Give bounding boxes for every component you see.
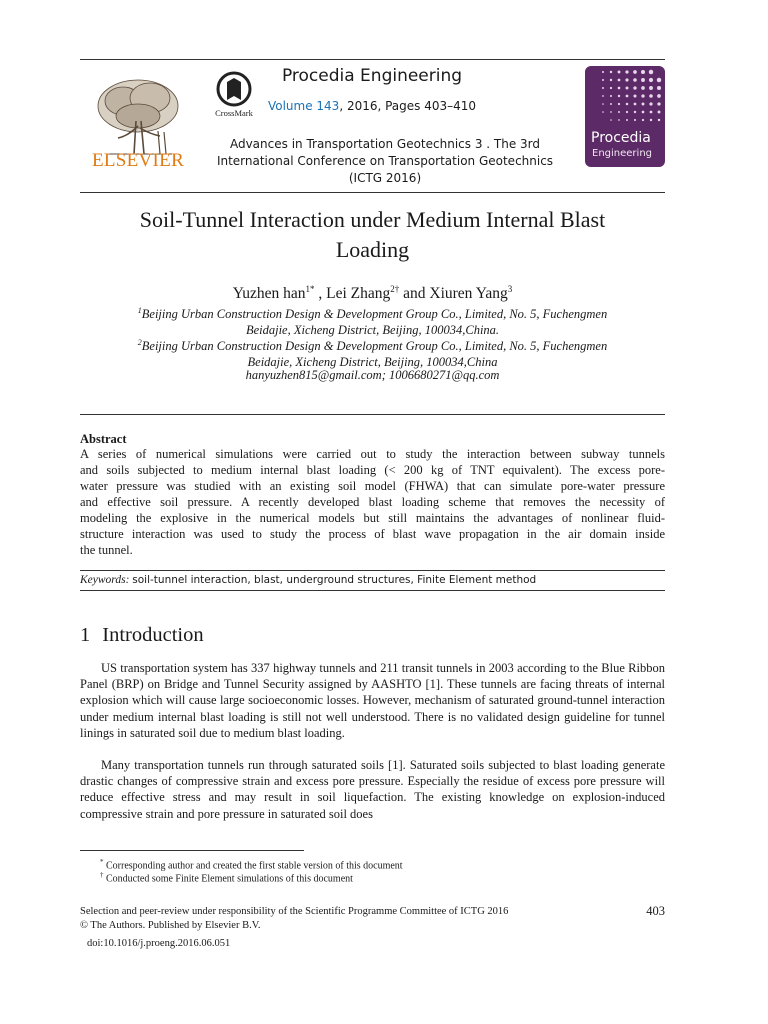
footnote-rule: [80, 850, 304, 851]
intro-paragraph-2: [80, 757, 665, 822]
volume-pages: , 2016, Pages 403–410: [339, 99, 477, 113]
abstract-heading: Abstract: [80, 432, 127, 446]
elsevier-wordmark: ELSEVIER: [91, 150, 185, 171]
abstract-line: A series of numerical simulations were carried out to study the interaction between subway tunnels: [80, 447, 665, 461]
affiliation-2-line-1: Beijing Urban Construction Design & Development Group Co., Limited, No. 5, Fuchengmen: [141, 339, 608, 354]
affiliation-1-line-1: Beijing Urban Construction Design & Development Group Co., Limited, No. 5, Fuchengmen: [141, 307, 608, 322]
footer-review-line: Selection and peer-review under responsibility of the Scientific Programme Committee of ICTG 2016: [80, 906, 509, 917]
cover-title: Procedia: [591, 130, 651, 146]
volume-link[interactable]: Volume 143: [267, 99, 340, 113]
conference-info: [215, 136, 555, 187]
abstract-line: the tunnel.: [80, 543, 133, 557]
conference-line-3: (ICTG 2016): [348, 171, 422, 185]
footer-copyright-line: © The Authors. Published by Elsevier B.V.: [80, 920, 261, 931]
keywords-bottom-rule: [80, 590, 665, 591]
author-2-mark: 2†: [390, 284, 400, 294]
affiliation-1-line-2: Beidajie, Xicheng District, Beijing, 100034,China.: [245, 323, 500, 338]
abstract-line: and effective soil pressure. A recently developed blast loading scheme that removes the necessity of: [80, 495, 665, 509]
affiliation-2-mark: 2: [137, 338, 142, 347]
title-line-2: Loading: [335, 237, 410, 262]
keywords: [80, 574, 665, 586]
dot-pattern-icon: [585, 66, 665, 128]
section-title: Introduction: [102, 624, 204, 646]
footnote-2: [100, 869, 353, 885]
paragraph-text: Many transportation tunnels run through saturated soils [1]. Saturated soils subjected to blast loading generate drastic changes of compressive strain and excess pore pressure. Especially the residue of excess pore pressure will reduce effective stress and may result in soil liquefaction. The existing knowledge on explosion-induced compressive strain and pore pressure in saturated soil does: [80, 758, 665, 821]
author-1-mark: 1*: [305, 284, 315, 294]
abstract-line: water pressure was studied with an existing soil model (FHWA) that can simulate pore-water pressure: [80, 479, 665, 493]
conference-line-1: Advances in Transportation Geotechnics 3 . The 3rd: [229, 137, 541, 151]
author-1: Yuzhen han: [232, 285, 306, 303]
author-3: and Xiuren Yang: [399, 285, 508, 303]
title-line-1: Soil-Tunnel Interaction under Medium Internal Blast: [139, 207, 606, 232]
author-emails[interactable]: hanyuzhen815@gmail.com; 1006680271@qq.com: [245, 368, 500, 382]
footnote-2-text: Conducted some Finite Element simulations of this document: [106, 873, 353, 885]
paper-title: [80, 205, 665, 265]
abstract-top-rule: [80, 414, 665, 415]
procedia-cover-logo[interactable]: [585, 66, 665, 167]
keywords-value: soil-tunnel interaction, blast, underground structures, Finite Element method: [132, 574, 537, 586]
abstract-line: and soils subjected to medium internal blast loading (< 200 kg of TNT equivalent). The excess pore-: [80, 463, 665, 477]
footnote-1-text: Corresponding author and created the first stable version of this document: [106, 860, 403, 872]
volume-info: [225, 99, 519, 113]
cover-subtitle: Engineering: [592, 148, 652, 159]
journal-name[interactable]: Procedia Engineering: [281, 66, 463, 86]
section-heading-introduction: [80, 624, 204, 647]
keywords-label: Keywords:: [80, 574, 130, 586]
footnote-1-mark: *: [100, 858, 104, 866]
author-2: , Lei Zhang: [314, 285, 391, 303]
author-list: [80, 284, 665, 303]
header-top-rule: [80, 59, 665, 60]
author-3-mark: 3: [507, 284, 513, 294]
header-bottom-rule: [80, 192, 665, 193]
paragraph-text: US transportation system has 337 highway tunnels and 211 transit tunnels in 2003 according to the Blue Ribbon Panel (BRP) on Bridge and Tunnel Security assigned by AASHTO [1]. These tunnels are facing threats of internal explosion which will cause large socioeconomic losses. However, mechanism of saturated ground-tunnel interaction under medium internal blast loading is still not well understood. There is no validated design guideline for tunnel linings in saturated soil due to medium blast loading.: [80, 661, 665, 740]
keywords-top-rule: [80, 570, 665, 571]
abstract-line: structure interaction was used to study the process of blast wave propagation in the air domain inside: [80, 527, 665, 541]
conference-line-2: International Conference on Transportation Geotechnics: [216, 154, 554, 168]
intro-paragraph-1: [80, 660, 665, 741]
page-number: 403: [646, 904, 665, 918]
affiliation-1: [80, 303, 665, 338]
affiliation-1-mark: 1: [137, 306, 142, 315]
affiliation-2: [80, 335, 665, 370]
section-number: 1: [80, 624, 91, 646]
abstract-body: [80, 446, 665, 558]
footnote-2-mark: †: [100, 871, 104, 879]
footer-doi[interactable]: doi:10.1016/j.proeng.2016.06.051: [87, 938, 231, 949]
affiliation-2-line-2: Beidajie, Xicheng District, Beijing, 100034,China: [247, 355, 498, 370]
crossmark-label: CrossMark: [215, 108, 253, 118]
abstract-line: modeling the explosive in the numerical models but still maintains the advantages of nonlinear fluid-: [80, 511, 665, 525]
